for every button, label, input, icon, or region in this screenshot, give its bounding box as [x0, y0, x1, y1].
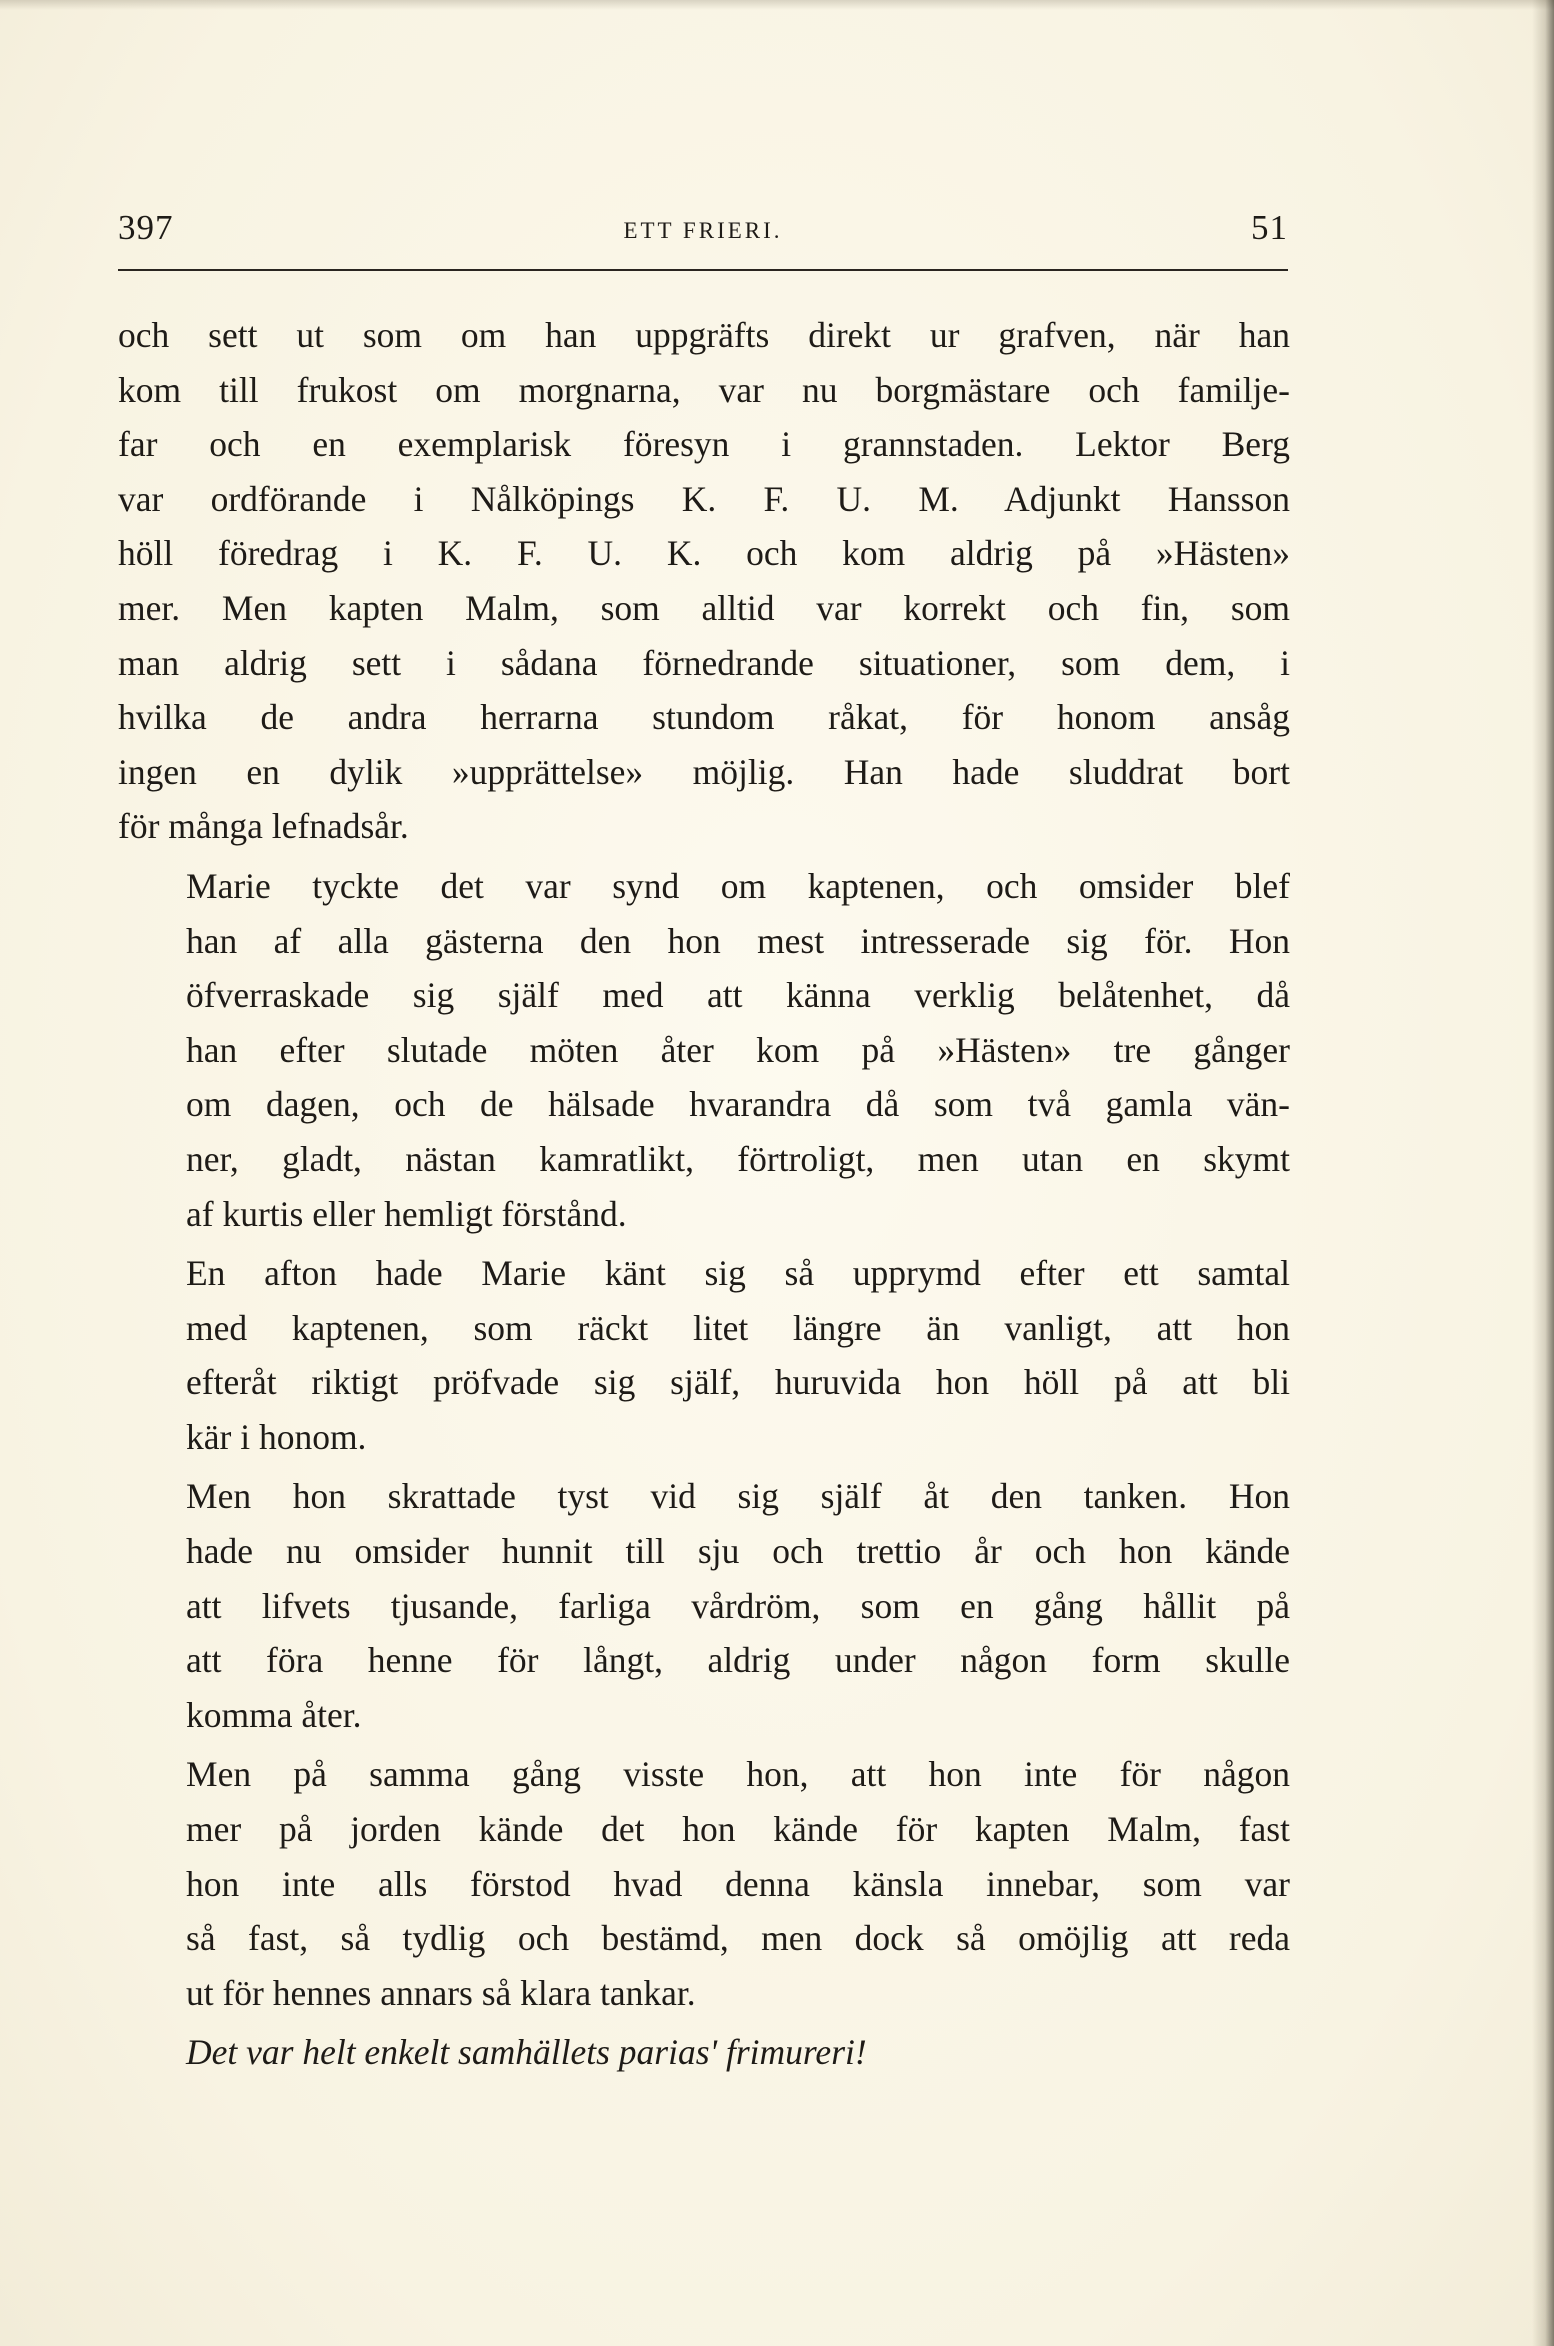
text-line: var ordförande i Nålköpings K. F. U. M. Adjunkt Hansson [118, 478, 1290, 519]
paragraph-5 [118, 1747, 1290, 2020]
text-line: komma åter. [186, 1694, 362, 1735]
text-line: han af alla gästerna den hon mest intresserade sig för. Hon [186, 920, 1290, 961]
text-line: Marie tyckte det var synd om kaptenen, och omsider blef [186, 865, 1290, 906]
body-text [118, 308, 1290, 2080]
text-line: hvilka de andra herrarna stundom råkat, för honom ansåg [118, 697, 1290, 738]
text-line: att föra henne för långt, aldrig under någon form skulle [186, 1640, 1290, 1681]
paragraph-3 [118, 1246, 1290, 1464]
running-header [118, 208, 1288, 268]
text-line: om dagen, och de hälsade hvarandra då som två gamla vän- [186, 1084, 1290, 1125]
text-line: Men på samma gång visste hon, att hon inte för någon [186, 1754, 1290, 1795]
text-line: man aldrig sett i sådana förnedrande situationer, som dem, i [118, 642, 1290, 683]
text-line: mer på jorden kände det hon kände för kapten Malm, fast [186, 1809, 1290, 1850]
header-rule [118, 269, 1288, 271]
page-number: 51 [1251, 208, 1288, 247]
page-top-edge [0, 0, 1554, 10]
text-line: höll föredrag i K. F. U. K. och kom aldrig på »Hästen» [118, 533, 1290, 574]
text-line: han efter slutade möten åter kom på »Hästen» tre gånger [186, 1029, 1290, 1070]
text-line: af kurtis eller hemligt förstånd. [186, 1193, 627, 1234]
text-line: kom till frukost om morgnarna, var nu borgmästare och familje- [118, 369, 1290, 410]
text-line: Men hon skrattade tyst vid sig själf åt den tanken. Hon [186, 1476, 1290, 1517]
text-line: En afton hade Marie känt sig så upprymd efter ett samtal [186, 1253, 1290, 1294]
text-line: far och en exemplarisk föresyn i grannstaden. Lektor Berg [118, 424, 1290, 465]
text-line: ut för hennes annars så klara tankar. [186, 1972, 696, 2013]
text-line: med kaptenen, som räckt litet längre än vanligt, att hon [186, 1307, 1290, 1348]
text-line: att lifvets tjusande, farliga vårdröm, som en gång hållit på [186, 1585, 1290, 1626]
signature-number: 397 [118, 208, 174, 247]
paragraph-2 [118, 859, 1290, 1241]
text-line: hon inte alls förstod hvad denna känsla innebar, som var [186, 1863, 1290, 1904]
text-line: öfverraskade sig själf med att känna verklig belåtenhet, då [186, 975, 1290, 1016]
text-line: och sett ut som om han uppgräfts direkt ur grafven, när han [118, 315, 1290, 355]
text-line: efteråt riktigt pröfvade sig själf, huruvida hon höll på att bli [186, 1362, 1290, 1403]
text-line: ner, gladt, nästan kamratlikt, förtroligt, men utan en skymt [186, 1138, 1290, 1179]
text-line: för många lefnadsår. [118, 806, 409, 847]
text-line: ingen en dylik »upprättelse» möjlig. Han hade sluddrat bort [118, 751, 1290, 792]
page-binding-shadow [1532, 0, 1554, 2346]
running-title: ETT FRIERI. [623, 218, 783, 243]
text-line: hade nu omsider hunnit till sju och trettio år och hon kände [186, 1531, 1290, 1572]
text-line: kär i honom. [186, 1416, 367, 1457]
paragraph-4 [118, 1469, 1290, 1742]
text-line: mer. Men kapten Malm, som alltid var korrekt och fin, som [118, 587, 1290, 628]
closing-line: Det var helt enkelt samhällets parias' frimureri! [186, 2032, 867, 2073]
paragraph-1 [118, 308, 1290, 854]
text-line: så fast, så tydlig och bestämd, men dock så omöjlig att reda [186, 1918, 1290, 1959]
